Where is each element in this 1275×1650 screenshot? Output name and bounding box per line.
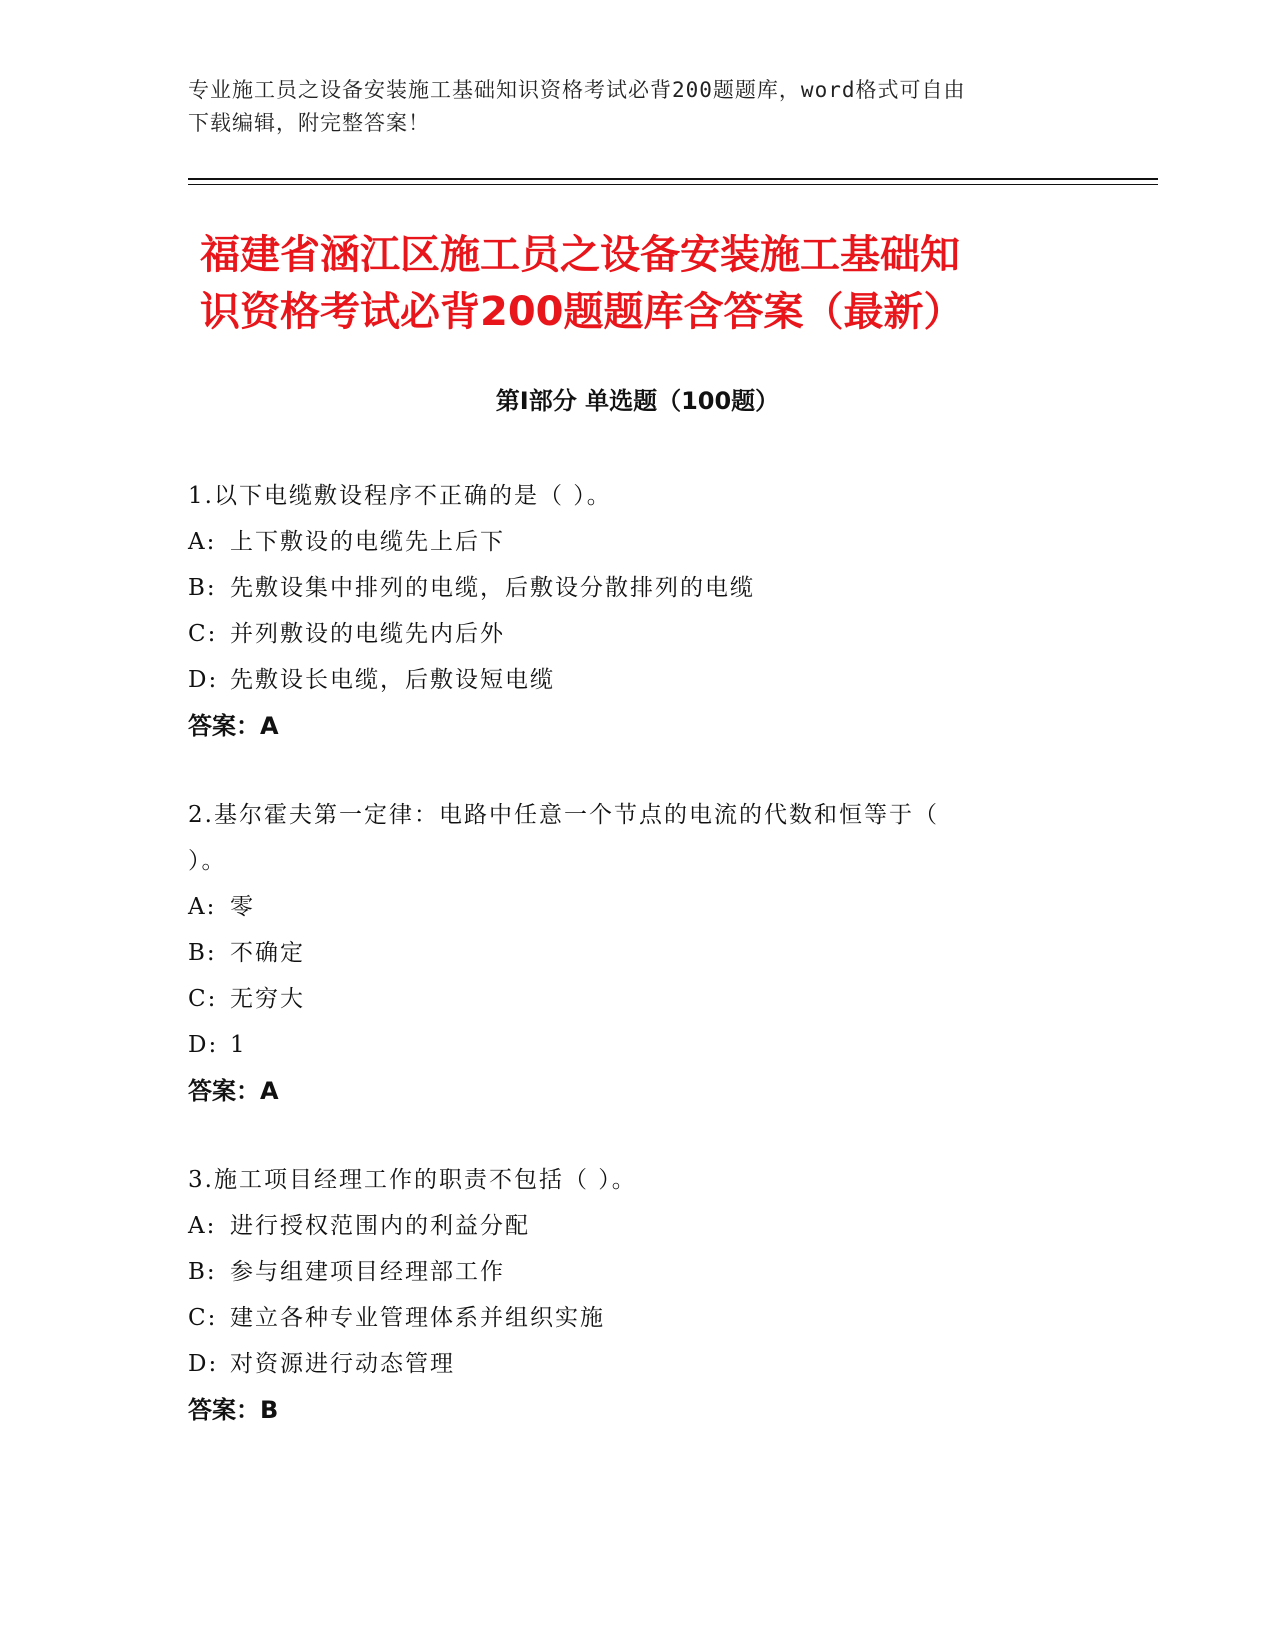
header-note-line-1: 专业施工员之设备安装施工基础知识资格考试必背200题题库，word格式可自由: [188, 78, 966, 102]
option-key: C:: [188, 1305, 218, 1331]
option-c: [188, 1295, 1068, 1341]
option-d: [188, 1341, 1068, 1387]
option-key: B:: [188, 575, 217, 601]
document-title-line-1: 福建省涵江区施工员之设备安装施工基础知: [200, 232, 960, 278]
option-text: 并列敷设的电缆先内后外: [230, 621, 505, 647]
option-a: [188, 1203, 1068, 1249]
question-stem: 1.以下电缆敷设程序不正确的是（ ）。: [188, 483, 612, 509]
document-title: [200, 227, 1120, 341]
option-b: [188, 930, 1068, 976]
option-key: A:: [188, 894, 217, 920]
option-a: [188, 884, 1068, 930]
option-b: [188, 565, 1068, 611]
question-2: [188, 792, 1068, 1114]
option-a: [188, 519, 1068, 565]
question-3: [188, 1157, 1068, 1433]
option-key: D:: [188, 1351, 219, 1377]
question-1: [188, 473, 1068, 749]
section-title: 第Ⅰ部分 单选题（100题）: [495, 387, 780, 415]
option-key: D:: [188, 1032, 219, 1058]
option-text: 零: [230, 894, 255, 920]
question-list: [188, 473, 1068, 1476]
option-key: A:: [188, 1213, 217, 1239]
option-text: 先敷设长电缆，后敷设短电缆: [230, 667, 555, 693]
option-key: C:: [188, 621, 218, 647]
option-text: 1: [230, 1032, 247, 1058]
option-d: [188, 1022, 1068, 1068]
option-b: [188, 1249, 1068, 1295]
option-text: 对资源进行动态管理: [230, 1351, 455, 1377]
answer: 答案：A: [188, 712, 279, 740]
option-text: 进行授权范围内的利益分配: [230, 1213, 530, 1239]
option-text: 无穷大: [230, 986, 305, 1012]
header-divider-thin: [188, 184, 1158, 185]
header-note-line-2: 下载编辑，附完整答案！: [188, 111, 430, 135]
option-text: 参与组建项目经理部工作: [230, 1259, 505, 1285]
document-title-line-2: 识资格考试必背200题题库含答案（最新）: [200, 289, 964, 335]
question-stem: 2.基尔霍夫第一定律：电路中任意一个节点的电流的代数和恒等于（: [188, 802, 939, 828]
option-key: C:: [188, 986, 218, 1012]
document-header-note: [188, 74, 1088, 140]
option-key: B:: [188, 940, 217, 966]
option-d: [188, 657, 1068, 703]
option-key: A:: [188, 529, 217, 555]
option-key: D:: [188, 667, 219, 693]
question-stem-continued: ）。: [188, 848, 227, 874]
answer: 答案：B: [188, 1396, 279, 1424]
answer: 答案：A: [188, 1077, 279, 1105]
option-text: 不确定: [230, 940, 305, 966]
option-text: 建立各种专业管理体系并组织实施: [230, 1305, 605, 1331]
header-divider-thick: [188, 178, 1158, 180]
option-c: [188, 976, 1068, 1022]
option-text: 先敷设集中排列的电缆，后敷设分散排列的电缆: [230, 575, 755, 601]
question-stem: 3.施工项目经理工作的职责不包括（ ）。: [188, 1167, 637, 1193]
option-c: [188, 611, 1068, 657]
option-key: B:: [188, 1259, 217, 1285]
option-text: 上下敷设的电缆先上后下: [230, 529, 505, 555]
